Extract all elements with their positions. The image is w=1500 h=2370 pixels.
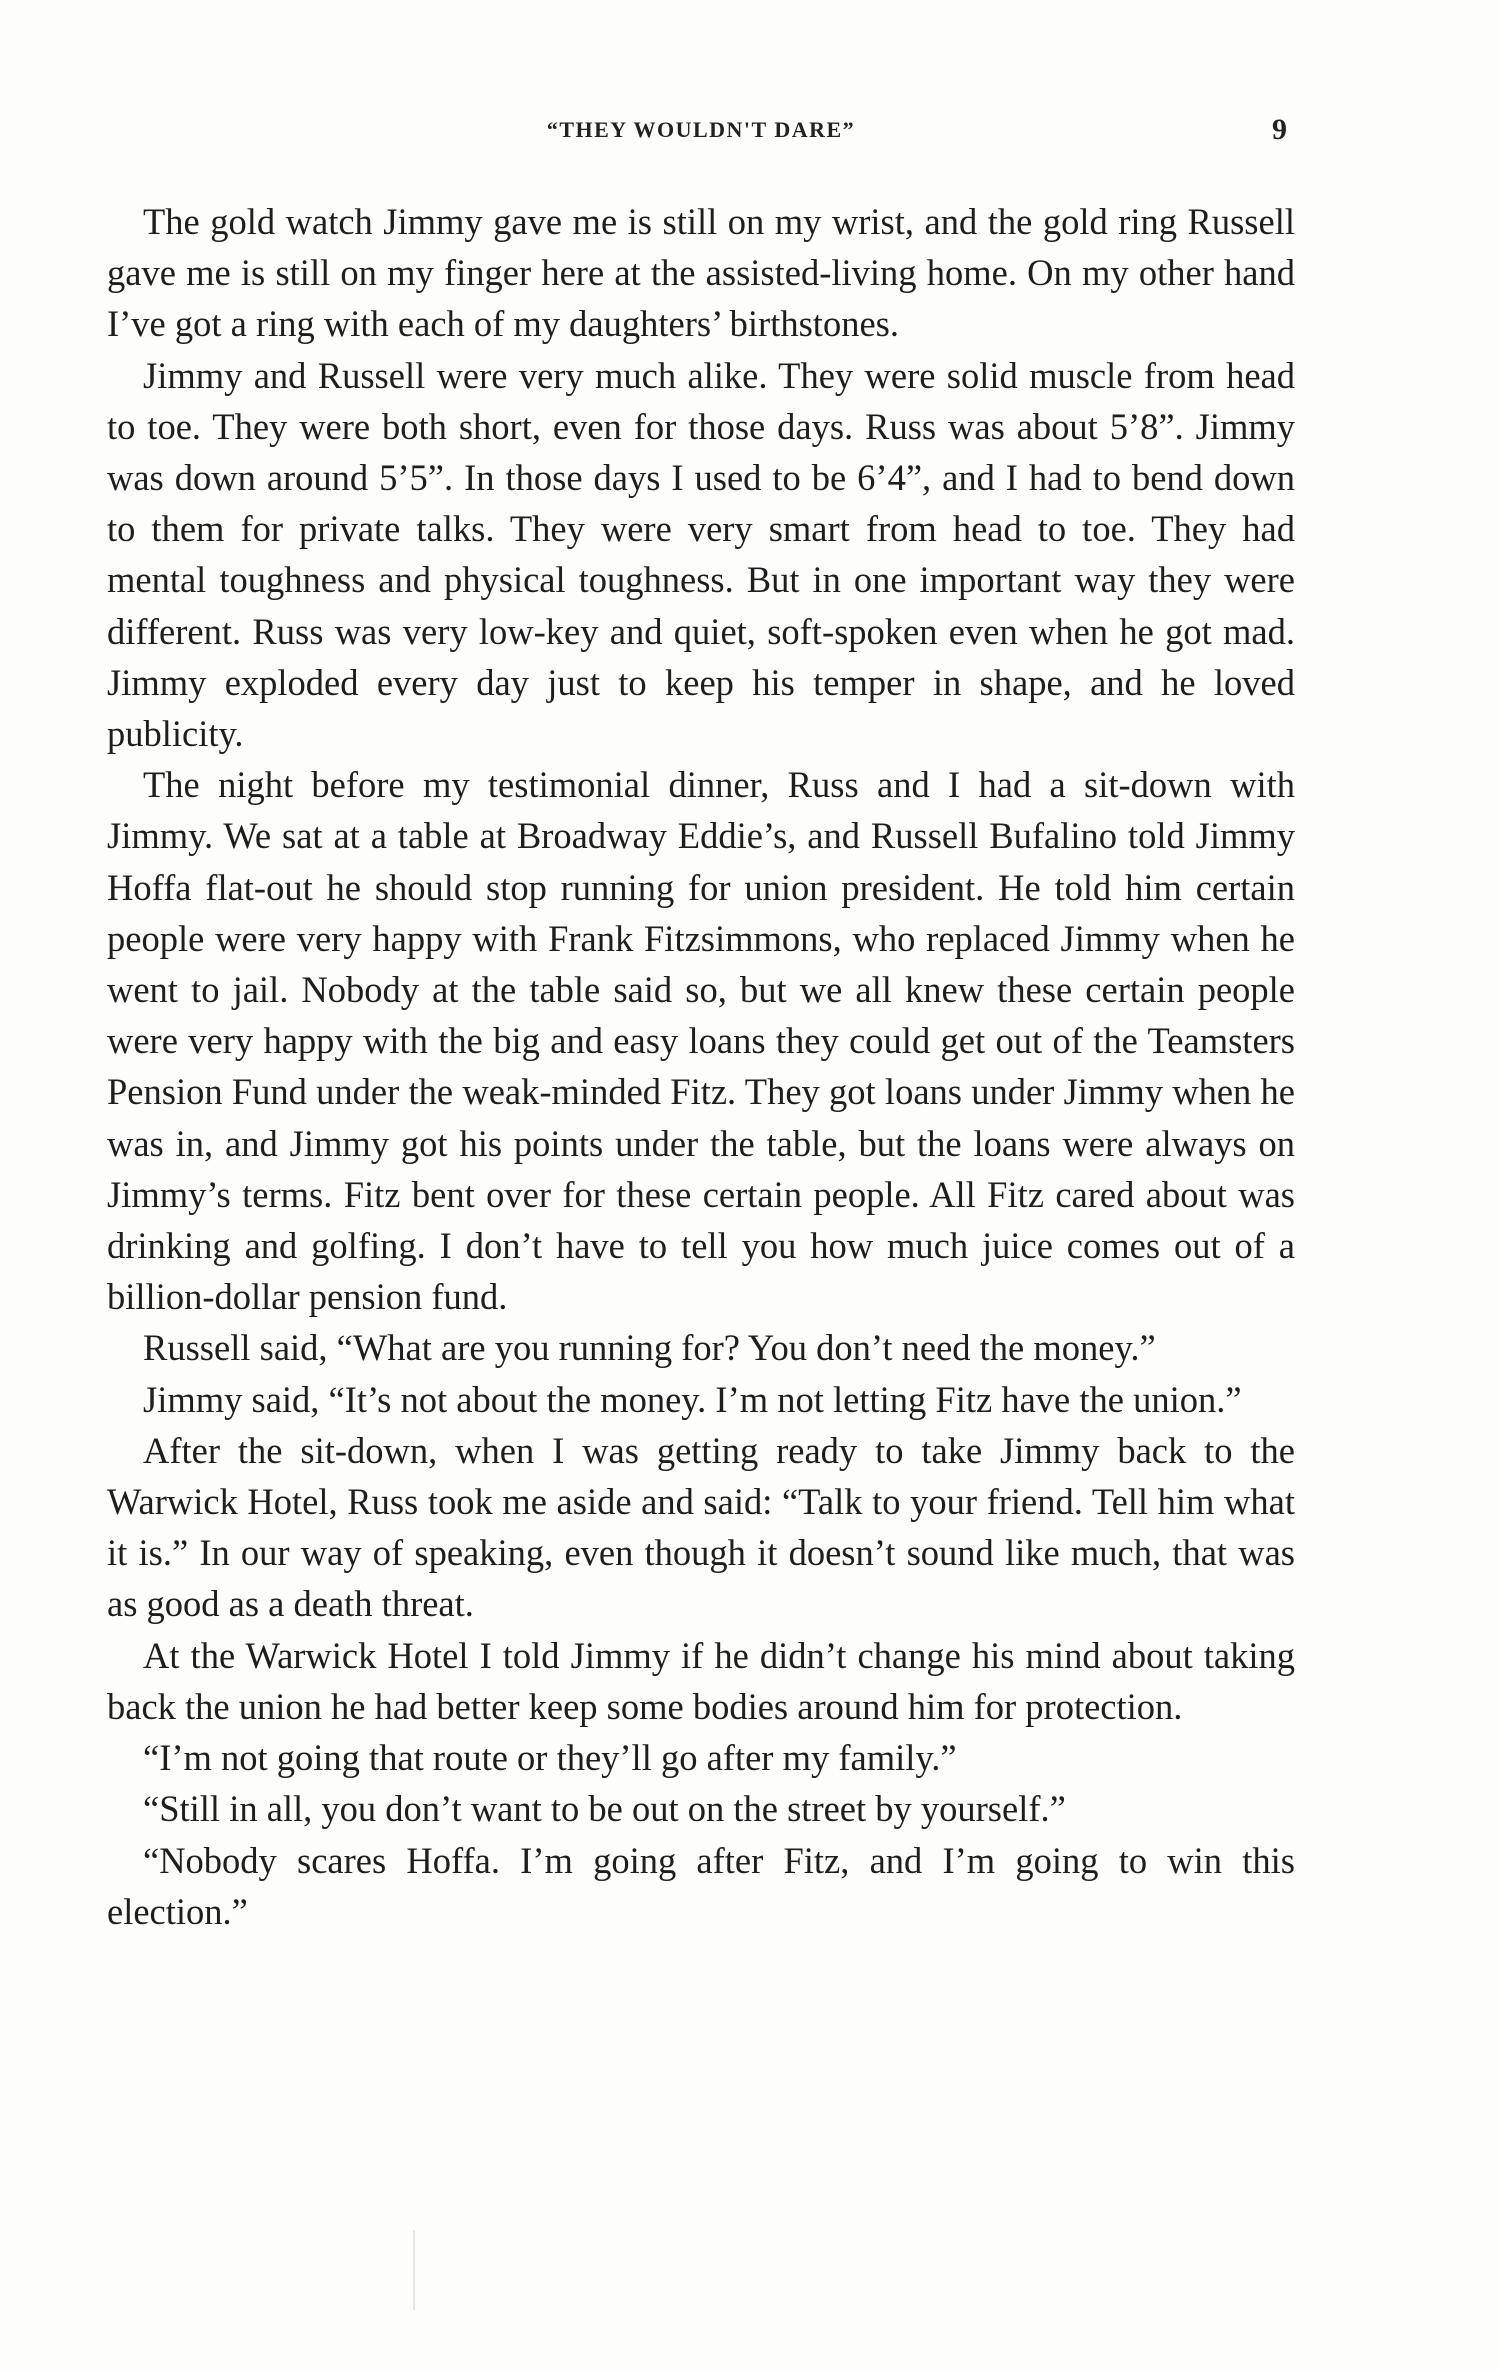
scan-artifact [413, 2230, 415, 2310]
paragraph: The gold watch Jimmy gave me is still on my wrist, and the gold ring Russell gave me is still on my finger here at the assisted-living home. On my other hand I’ve got a ring with each of my daughters’ birthstones. [107, 201, 1295, 345]
page-header [107, 110, 1295, 150]
paragraph: After the sit-down, when I was getting ready to take Jimmy back to the Warwick Hotel, Russ took me aside and said: “Talk to your friend. Tell him what it is.” In our way of speaking, even though it doesn’t sound like much, that was as good as a death threat. [107, 1429, 1295, 1625]
paragraph: At the Warwick Hotel I told Jimmy if he didn’t change his mind about taking back the union he had better keep some bodies around him for protection. [107, 1634, 1295, 1727]
paragraph: “Still in all, you don’t want to be out on the street by yourself.” [143, 1788, 1066, 1830]
page-number: 9 [1272, 113, 1287, 146]
paragraph: Jimmy said, “It’s not about the money. I’m not letting Fitz have the union.” [143, 1378, 1242, 1420]
paragraph: “Nobody scares Hoffa. I’m going after Fitz, and I’m going to win this election.” [107, 1839, 1295, 1932]
paragraph: Jimmy and Russell were very much alike. They were solid muscle from head to toe. They were both short, even for those days. Russ was about 5’8”. Jimmy was down around 5’5”. In those days I used to be 6’4”, and I had to bend down to them for private talks. They were very smart from head to toe. They had mental toughness and physical toughness. But in one important way they were different. Russ was very low-key and quiet, soft-spoken even when he got mad. Jimmy exploded every day just to keep his temper in shape, and he loved publicity. [107, 354, 1295, 755]
paragraph: Russell said, “What are you running for? You don’t need the money.” [143, 1327, 1156, 1369]
paragraph: “I’m not going that route or they’ll go after my family.” [143, 1737, 957, 1779]
body-text [107, 196, 1295, 1937]
paragraph: The night before my testimonial dinner, Russ and I had a sit-down with Jimmy. We sat at a table at Broadway Eddie’s, and Russell Bufalino told Jimmy Hoffa flat-out he should stop running for union president. He told him certain people were very happy with Frank Fitzsimmons, who replaced Jimmy when he went to jail. Nobody at the table said so, but we all knew these certain people were very happy with the big and easy loans they could get out of the Teamsters Pension Fund under the weak-minded Fitz. They got loans under Jimmy when he was in, and Jimmy got his points under the table, but the loans were always on Jimmy’s terms. Fitz bent over for these certain people. All Fitz cared about was drinking and golfing. I don’t have to tell you how much juice comes out of a billion-dollar pension fund. [107, 764, 1295, 1318]
running-head: “THEY WOULDN'T DARE” [546, 117, 856, 142]
